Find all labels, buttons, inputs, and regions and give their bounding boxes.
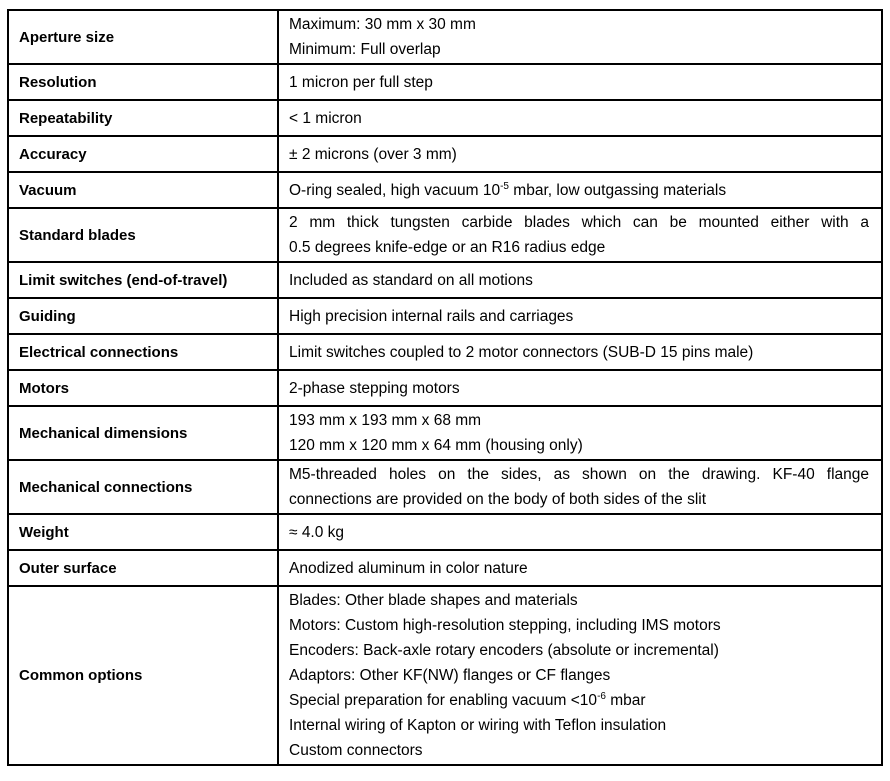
row-value — [278, 334, 882, 370]
value-line: Blades: Other blade shapes and materials — [289, 592, 578, 609]
row-label: Standard blades — [8, 208, 278, 262]
row-value — [278, 370, 882, 406]
row-label: Mechanical dimensions — [8, 406, 278, 460]
row-value — [278, 550, 882, 586]
value-line: M5-threaded holes on the sides, as shown on the drawing. KF-40 flange — [289, 466, 869, 483]
value-line: ± 2 microns (over 3 mm) — [289, 145, 457, 163]
row-value — [278, 406, 882, 460]
value-line: Motors: Custom high-resolution stepping, including IMS motors — [289, 617, 721, 634]
value-line: Encoders: Back-axle rotary encoders (absolute or incremental) — [289, 642, 719, 659]
table-row — [8, 586, 882, 765]
row-label: Repeatability — [8, 100, 278, 136]
value-line: 2-phase stepping motors — [289, 379, 460, 397]
value-line: Internal wiring of Kapton or wiring with Teflon insulation — [289, 717, 667, 734]
table-row — [8, 514, 882, 550]
table-row — [8, 550, 882, 586]
row-value — [278, 100, 882, 136]
table-row — [8, 460, 882, 514]
value-line: O-ring sealed, high vacuum $10^{-5}$ mbar, low outgassing materials — [289, 180, 727, 199]
row-label: Resolution — [8, 64, 278, 100]
row-value — [278, 10, 882, 64]
spec-table-container — [7, 9, 883, 766]
value-line: Anodized aluminum in color nature — [289, 559, 528, 577]
value-line: ≈ 4.0 kg — [289, 523, 345, 541]
table-row — [8, 298, 882, 334]
value-line: Adaptors: Other KF(NW) flanges or CF flanges — [289, 667, 611, 684]
value-line: 0.5 degrees knife-edge or an R16 radius edge — [289, 239, 606, 256]
table-row — [8, 100, 882, 136]
value-line: Included as standard on all motions — [289, 271, 533, 289]
value-line: < 1 micron — [289, 109, 362, 127]
row-value — [278, 172, 882, 208]
value-line: 1 micron per full step — [289, 73, 433, 91]
table-row — [8, 208, 882, 262]
value-line: Special preparation for enabling vacuum $<10^{-6}$ mbar — [289, 690, 646, 709]
value-line: Custom connectors — [289, 742, 423, 759]
row-value — [278, 262, 882, 298]
spec-table-body — [8, 10, 882, 765]
table-row — [8, 172, 882, 208]
table-row — [8, 334, 882, 370]
table-row — [8, 10, 882, 64]
row-label: Electrical connections — [8, 334, 278, 370]
table-row — [8, 406, 882, 460]
row-value — [278, 136, 882, 172]
spec-table — [7, 9, 883, 766]
value-line: Maximum: 30 mm x 30 mm — [289, 16, 476, 33]
table-row — [8, 262, 882, 298]
row-label: Outer surface — [8, 550, 278, 586]
row-label: Weight — [8, 514, 278, 550]
value-line: High precision internal rails and carriages — [289, 307, 574, 325]
row-label: Guiding — [8, 298, 278, 334]
row-label: Limit switches (end-of-travel) — [8, 262, 278, 298]
row-label: Common options — [8, 586, 278, 765]
value-line: connections are provided on the body of both sides of the slit — [289, 491, 707, 508]
table-row — [8, 64, 882, 100]
row-value — [278, 208, 882, 262]
table-row — [8, 136, 882, 172]
row-label: Accuracy — [8, 136, 278, 172]
row-value — [278, 514, 882, 550]
table-row — [8, 370, 882, 406]
row-value — [278, 64, 882, 100]
row-label: Vacuum — [8, 172, 278, 208]
row-value — [278, 586, 882, 765]
value-line: 193 mm x 193 mm x 68 mm — [289, 412, 482, 429]
row-label: Motors — [8, 370, 278, 406]
value-line: Minimum: Full overlap — [289, 41, 441, 58]
value-line: 2 mm thick tungsten carbide blades which can be mounted either with a — [289, 214, 869, 231]
value-line: 120 mm x 120 mm x 64 mm (housing only) — [289, 437, 583, 454]
row-label: Aperture size — [8, 10, 278, 64]
superscript-text: -6 — [597, 690, 606, 702]
value-line: Limit switches coupled to 2 motor connectors (SUB-D 15 pins male) — [289, 343, 754, 361]
row-value — [278, 460, 882, 514]
superscript-text: -5 — [500, 180, 509, 192]
row-value — [278, 298, 882, 334]
row-label: Mechanical connections — [8, 460, 278, 514]
